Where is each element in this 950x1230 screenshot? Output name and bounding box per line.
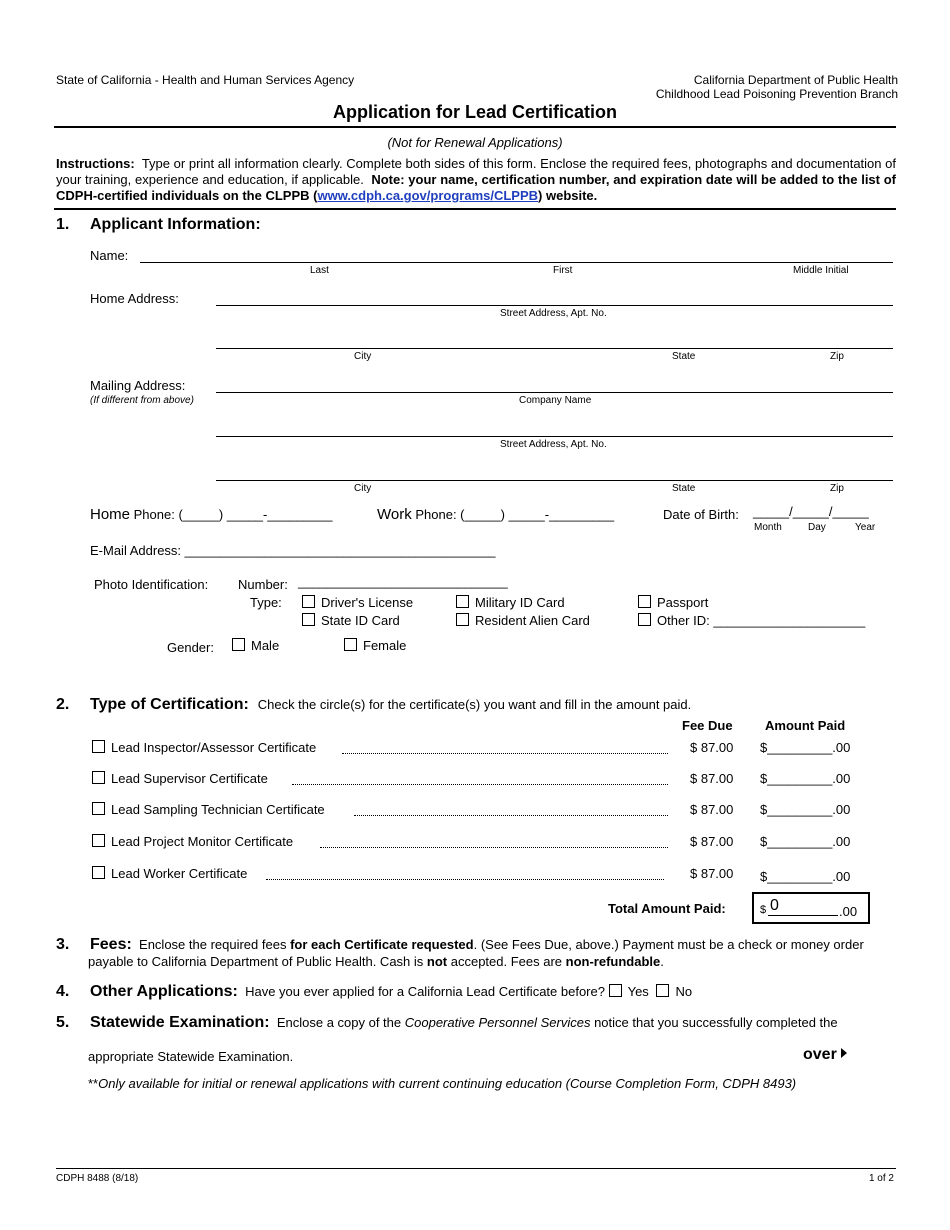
footer-rule: [56, 1168, 896, 1169]
name-first-caption: First: [553, 265, 573, 276]
prior-application-no-checkbox[interactable]: [652, 984, 692, 999]
work-phone-label: Phone: (_____) _____-_________: [415, 507, 615, 522]
id-number-field[interactable]: _____________________________: [298, 574, 508, 589]
gender-female-checkbox[interactable]: [344, 638, 406, 653]
mailing-city-caption: City: [354, 483, 372, 494]
department-block: [656, 73, 898, 101]
military-id-label: Military ID Card: [475, 595, 565, 610]
dob-day-caption: Day: [808, 522, 826, 533]
project-monitor-checkbox[interactable]: [92, 834, 293, 849]
cert-row-sampling: [92, 802, 882, 822]
fees-text-2: . (See Fees Due, above.) Payment must be a check or money order payable to California Department of Public Health. Cash is: [88, 937, 864, 969]
fees-bold-2: not: [426, 954, 448, 969]
branch-name: Childhood Lead Poisoning Prevention Branch: [655, 87, 898, 101]
total-amount-field[interactable]: [752, 892, 870, 924]
email-field[interactable]: E-Mail Address: ___________________________________________: [90, 543, 496, 558]
fees-text-1: Enclose the required fees: [139, 937, 291, 952]
checkbox-icon: [92, 802, 105, 815]
cert-name: Lead Inspector/Assessor Certificate: [111, 740, 317, 755]
section-5-number: 5.: [56, 1014, 70, 1031]
cert-fee: $ 87.00: [690, 740, 734, 755]
drivers-license-label: Driver's License: [321, 595, 414, 610]
cert-amount-paid-field[interactable]: $_________.00: [760, 740, 851, 755]
checkbox-icon: [232, 638, 245, 651]
section-4-question: Have you ever applied for a California Lead Certificate before?: [245, 984, 605, 999]
fees-text-3: accepted. Fees are: [447, 954, 566, 969]
arrow-right-icon: [841, 1048, 847, 1058]
photo-id-label: Photo Identification:: [94, 577, 209, 592]
total-amount-value: 0: [770, 897, 779, 914]
cert-row-inspector: [92, 740, 882, 760]
section-2-desc: Check the circle(s) for the certificate(s) you want and fill in the amount paid.: [257, 697, 692, 712]
section-4-text: [90, 983, 692, 1001]
section-5-text: [90, 1014, 838, 1032]
checkbox-icon: [302, 613, 315, 626]
section-1-number: 1.: [56, 216, 70, 233]
checkbox-icon: [638, 613, 651, 626]
section-3-text: [88, 936, 896, 970]
checkbox-icon: [92, 740, 105, 753]
prior-application-yes-checkbox[interactable]: [609, 984, 649, 999]
cert-name: Lead Sampling Technician Certificate: [111, 802, 325, 817]
checkbox-icon: [302, 595, 315, 608]
instructions-label: Instructions:: [56, 156, 135, 171]
supervisor-checkbox[interactable]: [92, 771, 268, 786]
cert-amount-paid-field[interactable]: $_________.00: [760, 834, 851, 849]
exam-italic: Cooperative Personnel Services: [404, 1015, 591, 1030]
instructions-note: Note: your name, certification number, and expiration date will be added to the list of CDPH-certified individuals on the CLPPB (: [56, 172, 896, 203]
inspector-checkbox[interactable]: [92, 740, 316, 755]
section-3-number: 3.: [56, 936, 70, 953]
other-id-checkbox[interactable]: [638, 613, 865, 628]
footnote-text: Only available for initial or renewal applications with current continuing education (Course Completion Form, CDPH 8493): [98, 1076, 797, 1091]
passport-label: Passport: [657, 595, 709, 610]
worker-checkbox[interactable]: [92, 866, 247, 881]
gender-label: Gender:: [167, 640, 214, 655]
section-5-title: Statewide Examination:: [90, 1014, 270, 1031]
section-2-number: 2.: [56, 696, 70, 713]
passport-checkbox[interactable]: [638, 595, 708, 610]
checkbox-icon: [609, 984, 622, 997]
agency-name: State of California - Health and Human Services Agency: [56, 73, 355, 87]
dob-month-caption: Month: [754, 522, 782, 533]
cert-name: Lead Project Monitor Certificate: [111, 834, 294, 849]
mailing-street-caption: Street Address, Apt. No.: [500, 439, 607, 450]
form-subtitle: (Not for Renewal Applications): [387, 135, 563, 150]
cert-row-project-monitor: [92, 834, 882, 854]
home-address-label: Home Address:: [90, 291, 179, 306]
cert-amount-paid-field[interactable]: $_________.00: [760, 771, 851, 786]
work-phone-label-big: Work: [377, 506, 412, 523]
checkbox-icon: [638, 595, 651, 608]
cert-name: Lead Worker Certificate: [111, 866, 248, 881]
department-name: California Department of Public Health: [693, 73, 898, 87]
id-number-label: Number:: [238, 577, 288, 592]
section-2-title: Type of Certification:: [90, 696, 249, 713]
fees-bold-3: non-refundable: [565, 954, 661, 969]
home-street-caption: Street Address, Apt. No.: [500, 308, 607, 319]
checkbox-icon: [92, 834, 105, 847]
mailing-zip-caption: Zip: [830, 483, 844, 494]
total-underline: [768, 915, 838, 916]
gender-female-label: Female: [363, 638, 407, 653]
section-4-title: Other Applications:: [90, 983, 238, 1000]
checkbox-icon: [92, 771, 105, 784]
military-id-checkbox[interactable]: [456, 595, 565, 610]
checkbox-icon: [456, 613, 469, 626]
home-phone-label-big: Home: [90, 506, 131, 523]
cert-amount-paid-field[interactable]: $_________.00: [760, 869, 851, 884]
home-phone-label: Phone: (_____) _____-_________: [133, 507, 333, 522]
yes-label: Yes: [627, 984, 649, 999]
checkbox-icon: [92, 866, 105, 879]
resident-alien-checkbox[interactable]: [456, 613, 590, 628]
dot-leader: [292, 784, 668, 785]
dot-leader: [354, 815, 668, 816]
over-label: over: [803, 1046, 837, 1063]
instructions-rule: [54, 208, 896, 210]
amount-paid-header: Amount Paid: [765, 718, 846, 733]
cert-amount-paid-field[interactable]: $_________.00: [760, 802, 851, 817]
clppb-website-link[interactable]: www.cdph.ca.gov/programs/CLPPB: [317, 188, 539, 203]
section-1-title: Applicant Information:: [90, 216, 261, 233]
checkbox-icon: [344, 638, 357, 651]
exam-text-1: Enclose a copy of the: [276, 1015, 405, 1030]
fee-due-header: Fee Due: [682, 718, 733, 733]
sampling-technician-checkbox[interactable]: [92, 802, 325, 817]
form-id: CDPH 8488 (8/18): [56, 1173, 139, 1184]
footnote-star: **: [88, 1076, 99, 1091]
gender-male-label: Male: [251, 638, 280, 653]
section-4-number: 4.: [56, 983, 70, 1000]
instructions-text: Type or print all information clearly. Complete both sides of this form. Enclose the required fees, photographs and documentation of your training, experience and education, if applicable.: [56, 156, 896, 187]
dot-leader: [266, 879, 664, 880]
section-2-heading: [90, 696, 691, 714]
instructions-note-end: ) website.: [538, 188, 598, 203]
home-city-caption: City: [354, 351, 372, 362]
state-id-label: State ID Card: [321, 613, 400, 628]
mailing-company-field[interactable]: [216, 392, 893, 393]
cert-name: Lead Supervisor Certificate: [111, 771, 268, 786]
footnote: [88, 1076, 796, 1091]
work-phone-field[interactable]: [377, 506, 614, 523]
total-amount-label: Total Amount Paid:: [608, 901, 726, 916]
cert-fee: $ 87.00: [690, 866, 734, 881]
cert-fee: $ 87.00: [690, 771, 734, 786]
no-label: No: [675, 984, 693, 999]
checkbox-icon: [456, 595, 469, 608]
title-rule: [54, 126, 896, 128]
home-street-field[interactable]: [216, 305, 893, 306]
drivers-license-checkbox[interactable]: [302, 595, 413, 610]
dot-leader: [320, 847, 668, 848]
total-dollar-sign: $: [760, 904, 767, 916]
checkbox-icon: [656, 984, 669, 997]
form-title: Application for Lead Certification: [332, 102, 618, 122]
mailing-company-caption: Company Name: [519, 395, 592, 406]
fees-text-4: .: [660, 954, 664, 969]
mailing-state-caption: State: [672, 483, 696, 494]
resident-alien-label: Resident Alien Card: [475, 613, 590, 628]
mailing-address-label: Mailing Address:: [90, 378, 186, 393]
exam-text-2: notice that you successfully completed the: [590, 1015, 838, 1030]
cert-fee: $ 87.00: [690, 834, 734, 849]
cert-row-supervisor: [92, 771, 882, 791]
home-phone-field[interactable]: [90, 506, 332, 523]
other-id-label: Other ID: _____________________: [657, 613, 866, 628]
name-field[interactable]: [140, 262, 893, 263]
home-zip-caption: Zip: [830, 351, 844, 362]
dob-field[interactable]: _____/_____/_____: [753, 504, 869, 519]
name-last-caption: Last: [310, 265, 329, 276]
dot-leader: [342, 753, 668, 754]
name-mi-caption: Middle Initial: [793, 265, 849, 276]
fees-bold-1: for each Certificate requested: [290, 937, 474, 952]
name-label: Name:: [90, 248, 129, 263]
over-indicator: [803, 1046, 847, 1064]
cert-fee: $ 87.00: [690, 802, 734, 817]
cert-row-worker: [92, 866, 882, 886]
gender-male-checkbox[interactable]: [232, 638, 279, 653]
mailing-address-note: (If different from above): [90, 395, 194, 406]
home-state-caption: State: [672, 351, 696, 362]
section-3-title: Fees:: [90, 936, 132, 953]
state-id-checkbox[interactable]: [302, 613, 400, 628]
exam-text-3: appropriate Statewide Examination.: [88, 1049, 294, 1064]
page-number: 1 of 2: [868, 1173, 894, 1184]
mailing-city-state-zip-field[interactable]: [216, 480, 893, 481]
instructions: [56, 156, 896, 204]
dob-year-caption: Year: [855, 522, 876, 533]
id-type-label: Type:: [250, 595, 282, 610]
dob-label: Date of Birth:: [663, 507, 739, 522]
mailing-street-field[interactable]: [216, 436, 893, 437]
home-city-state-zip-field[interactable]: [216, 348, 893, 349]
total-cents: .00: [839, 904, 858, 919]
